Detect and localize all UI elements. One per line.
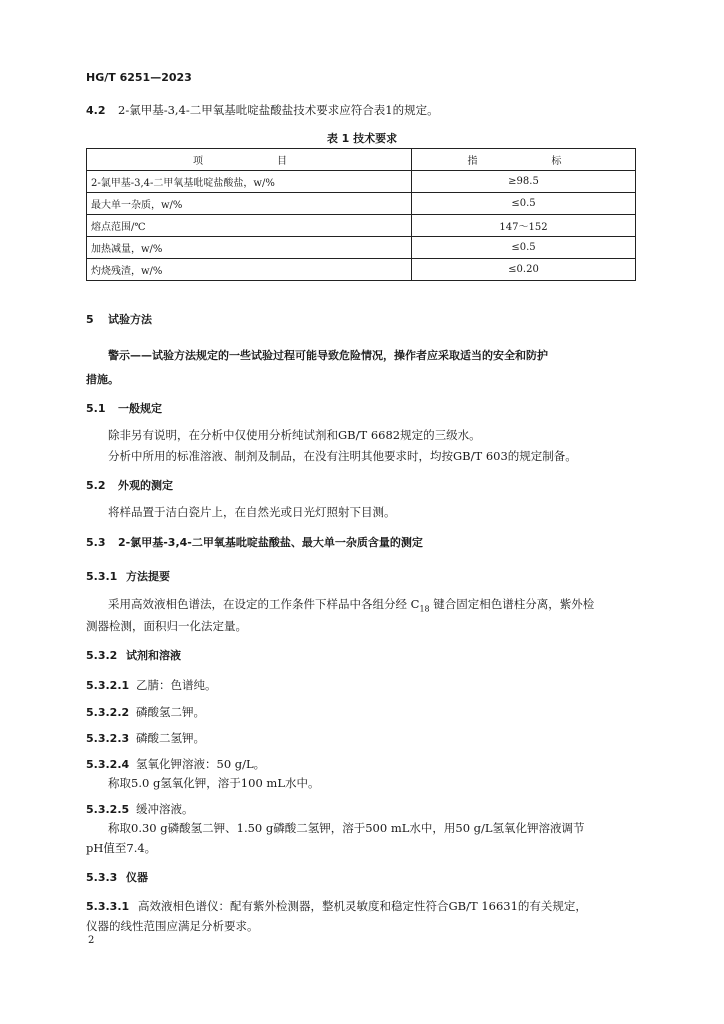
clause-text: 氢氧化钾溶液：50 g/L。 xyxy=(136,757,266,771)
table-cell-item: 最大单一杂质，w/% xyxy=(87,193,412,215)
clause-text: 乙腈：色谱纯。 xyxy=(136,678,217,692)
column-header-value: 指 标 xyxy=(412,149,636,171)
clause-number: 5.3.2.4 xyxy=(86,758,130,771)
table-caption: 表 1 技术要求 xyxy=(326,132,398,145)
column-header-item: 项 目 xyxy=(87,149,412,171)
table-cell-value: ≥98.5 xyxy=(412,171,636,193)
table-row xyxy=(87,237,636,259)
warning-line-1: 警示——试验方法规定的一些试验过程可能导致危险情况，操作者应采取适当的安全和防护 xyxy=(108,349,548,362)
paragraph xyxy=(108,596,594,613)
clause-text: 磷酸二氢钾。 xyxy=(136,731,205,745)
standard-code: HG/T 6251—2023 xyxy=(86,71,192,84)
paragraph: pH值至7.4。 xyxy=(86,841,157,855)
clause-number: 5.1 xyxy=(86,402,106,415)
clause-text: 缓冲溶液。 xyxy=(136,802,194,816)
clause-title: 外观的测定 xyxy=(118,479,173,492)
clause-number: 5.3.2.1 xyxy=(86,679,130,692)
clause-number: 4.2 xyxy=(86,104,106,117)
technical-requirements-table xyxy=(86,148,636,281)
paragraph: 测器检测，面积归一化法定量。 xyxy=(86,619,247,633)
table-row xyxy=(87,171,636,193)
clause-title: 方法提要 xyxy=(126,570,170,583)
clause-text: 磷酸氢二钾。 xyxy=(136,705,205,719)
clause-4-2 xyxy=(86,102,439,118)
section-5-heading xyxy=(86,311,152,327)
page-number: 2 xyxy=(88,935,95,946)
table-cell-item: 熔点范围/℃ xyxy=(87,215,412,237)
clause-5-2-heading xyxy=(86,477,173,493)
clause-number: 5.3.2.2 xyxy=(86,706,130,719)
table-cell-value: 147～152 xyxy=(412,215,636,237)
clause-5-3-2-4 xyxy=(86,756,265,772)
clause-number: 5.3.2.3 xyxy=(86,732,130,745)
warning-line-2: 措施。 xyxy=(86,373,119,386)
paragraph: 分析中所用的标准溶液、制剂及制品，在没有注明其他要求时，均按GB/T 603的规定制备。 xyxy=(108,449,577,463)
clause-5-3-2-1 xyxy=(86,677,217,693)
clause-number: 5.3.3 xyxy=(86,871,118,884)
paragraph: 称取5.0 g氢氧化钾，溶于100 mL水中。 xyxy=(108,776,320,790)
clause-title: 仪器 xyxy=(126,871,148,884)
paragraph: 将样品置于洁白瓷片上，在自然光或日光灯照射下目测。 xyxy=(108,505,396,519)
clause-number: 5.3.2.5 xyxy=(86,803,130,816)
clause-5-3-1-heading xyxy=(86,568,170,584)
clause-text: 高效液相色谱仪：配有紫外检测器，整机灵敏度和稳定性符合GB/T 16631的有关规定， xyxy=(138,899,587,913)
table-header-row xyxy=(87,149,636,171)
section-title: 试验方法 xyxy=(108,313,152,326)
table-cell-value: ≤0.20 xyxy=(412,259,636,281)
text-run: 采用高效液相色谱法，在设定的工作条件下样品中各组分经 C xyxy=(108,597,420,611)
table-cell-item: 2-氯甲基-3,4-二甲氧基吡啶盐酸盐，w/% xyxy=(87,171,412,193)
clause-title: 一般规定 xyxy=(118,402,162,415)
clause-number: 5.2 xyxy=(86,479,106,492)
section-number: 5 xyxy=(86,313,94,326)
clause-5-3-2-3 xyxy=(86,730,205,746)
subscript: 18 xyxy=(419,604,430,614)
table-cell-item: 加热减量，w/% xyxy=(87,237,412,259)
table-row xyxy=(87,193,636,215)
clause-number: 5.3.3.1 xyxy=(86,900,130,913)
clause-5-3-3-1 xyxy=(86,898,587,914)
clause-5-3-2-2 xyxy=(86,704,205,720)
clause-number: 5.3.2 xyxy=(86,649,118,662)
table-row xyxy=(87,259,636,281)
clause-number: 5.3.1 xyxy=(86,570,118,583)
clause-5-3-3-heading xyxy=(86,869,148,885)
clause-number: 5.3 xyxy=(86,536,106,549)
paragraph: 称取0.30 g磷酸氢二钾、1.50 g磷酸二氢钾，溶于500 mL水中，用50 g/L氢氧化钾溶液调节 xyxy=(108,821,585,835)
paragraph: 仪器的线性范围应满足分析要求。 xyxy=(86,919,259,933)
table-cell-value: ≤0.5 xyxy=(412,237,636,259)
table-cell-item: 灼烧残渣，w/% xyxy=(87,259,412,281)
table-row xyxy=(87,215,636,237)
table-cell-value: ≤0.5 xyxy=(412,193,636,215)
paragraph: 除非另有说明，在分析中仅使用分析纯试剂和GB/T 6682规定的三级水。 xyxy=(108,428,481,442)
clause-title: 试剂和溶液 xyxy=(126,649,181,662)
text-run: 键合固定相色谱柱分离，紫外检 xyxy=(429,597,595,611)
clause-5-3-2-heading xyxy=(86,647,181,663)
clause-title: 2-氯甲基-3,4-二甲氧基吡啶盐酸盐、最大单一杂质含量的测定 xyxy=(118,536,423,549)
clause-text: 2-氯甲基-3,4-二甲氧基吡啶盐酸盐技术要求应符合表1的规定。 xyxy=(118,103,439,117)
clause-5-3-2-5 xyxy=(86,801,194,817)
clause-5-1-heading xyxy=(86,400,162,416)
clause-5-3-heading xyxy=(86,534,423,550)
